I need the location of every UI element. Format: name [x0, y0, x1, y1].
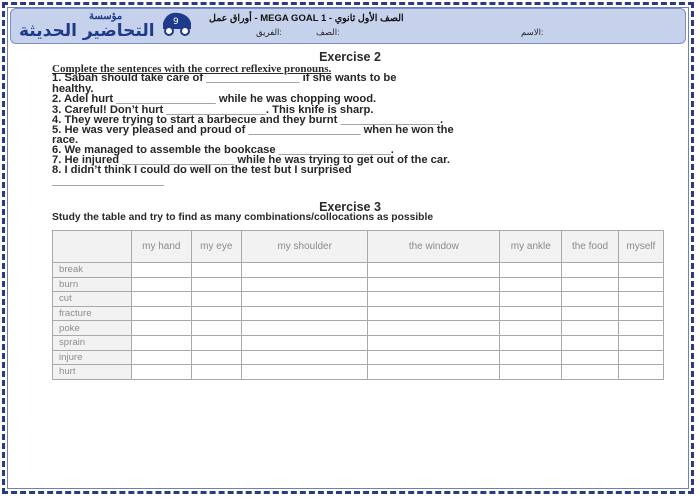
answer-cell[interactable] — [562, 365, 618, 380]
svg-text:9: 9 — [173, 17, 179, 27]
answer-cell[interactable] — [368, 306, 500, 321]
table-row — [53, 263, 664, 278]
answer-cell[interactable] — [500, 306, 562, 321]
exercise2-line: 3. Careful! Don’t hurt ________________. This knife is sharp. — [52, 104, 374, 116]
collocation-table — [52, 230, 664, 380]
answer-cell[interactable] — [191, 292, 241, 307]
row-label: fracture — [53, 306, 132, 321]
table-row — [53, 292, 664, 307]
column-header: myself — [618, 231, 663, 263]
answer-cell[interactable] — [368, 350, 500, 365]
answer-cell[interactable] — [562, 335, 618, 350]
answer-cell[interactable] — [618, 292, 663, 307]
logo-truck-icon — [159, 9, 195, 39]
table-row — [53, 321, 664, 336]
answer-cell[interactable] — [618, 306, 663, 321]
column-header: my ankle — [500, 231, 562, 263]
answer-cell[interactable] — [368, 292, 500, 307]
answer-cell[interactable] — [132, 277, 192, 292]
answer-cell[interactable] — [618, 263, 663, 278]
exercise2-line: __________________ — [52, 175, 164, 187]
column-header: my eye — [191, 231, 241, 263]
answer-cell[interactable] — [241, 277, 367, 292]
answer-cell[interactable] — [500, 365, 562, 380]
exercise2-line: 2. Adel hurt ________________ while he was chopping wood. — [52, 93, 377, 105]
answer-cell[interactable] — [562, 263, 618, 278]
exercise2-line: race. — [52, 134, 79, 146]
answer-cell[interactable] — [368, 365, 500, 380]
answer-cell[interactable] — [562, 277, 618, 292]
exercise2-line: 5. He was very pleased and proud of __________________ when he won the — [52, 124, 454, 136]
exercise2-line: 1. Sabah should take care of _______________ if she wants to be — [52, 72, 397, 84]
answer-cell[interactable] — [241, 335, 367, 350]
table-corner-cell — [53, 231, 132, 263]
answer-cell[interactable] — [618, 365, 663, 380]
answer-cell[interactable] — [562, 321, 618, 336]
table-header-row — [53, 231, 664, 263]
answer-cell[interactable] — [618, 277, 663, 292]
answer-cell[interactable] — [562, 350, 618, 365]
answer-cell[interactable] — [368, 321, 500, 336]
row-label: sprain — [53, 335, 132, 350]
answer-cell[interactable] — [368, 335, 500, 350]
answer-cell[interactable] — [132, 321, 192, 336]
column-header: my shoulder — [241, 231, 367, 263]
row-label: cut — [53, 292, 132, 307]
exercise2-line: 7. He injured __________________ while he was trying to get out of the car. — [52, 154, 450, 166]
column-header: the window — [368, 231, 500, 263]
publisher-logo — [19, 11, 195, 41]
answer-cell[interactable] — [562, 306, 618, 321]
answer-cell[interactable] — [500, 292, 562, 307]
exercise2-instruction: Complete the sentences with the correct reflexive pronouns. — [52, 63, 332, 75]
table-row — [53, 365, 664, 380]
answer-cell[interactable] — [562, 292, 618, 307]
answer-cell[interactable] — [241, 263, 367, 278]
exercise2-title: Exercise 2 — [319, 50, 381, 64]
logo-main-text: التحاضير الحديثة — [19, 21, 155, 41]
exercise2-line: 4. They were trying to start a barbecue and they burnt ________________. — [52, 114, 444, 126]
answer-cell[interactable] — [191, 350, 241, 365]
section-label: الفريق: — [256, 27, 282, 37]
row-label: hurt — [53, 365, 132, 380]
name-label: الاسم: — [521, 27, 544, 37]
answer-cell[interactable] — [132, 292, 192, 307]
exercise2-line: 6. We managed to assemble the bookcase __________________. — [52, 144, 394, 156]
exercise3-title: Exercise 3 — [319, 200, 381, 214]
answer-cell[interactable] — [191, 335, 241, 350]
class-label: الصف: — [316, 27, 340, 37]
answer-cell[interactable] — [241, 321, 367, 336]
answer-cell[interactable] — [500, 277, 562, 292]
answer-cell[interactable] — [191, 263, 241, 278]
answer-cell[interactable] — [500, 321, 562, 336]
exercise3-instruction: Study the table and try to find as many combinations/collocations as possible — [52, 212, 434, 223]
logo-top-text: مؤسسة — [89, 11, 123, 22]
worksheet-title: أوراق عمل - MEGA GOAL 1 - الصف الأول ثانوي — [209, 13, 404, 24]
answer-cell[interactable] — [368, 263, 500, 278]
answer-cell[interactable] — [191, 277, 241, 292]
answer-cell[interactable] — [618, 321, 663, 336]
answer-cell[interactable] — [618, 350, 663, 365]
answer-cell[interactable] — [132, 350, 192, 365]
exercise2-line: 8. I didn’t think I could do well on the test but I surprised — [52, 164, 352, 176]
answer-cell[interactable] — [368, 277, 500, 292]
row-label: burn — [53, 277, 132, 292]
answer-cell[interactable] — [618, 335, 663, 350]
answer-cell[interactable] — [132, 306, 192, 321]
answer-cell[interactable] — [132, 335, 192, 350]
answer-cell[interactable] — [241, 306, 367, 321]
answer-cell[interactable] — [241, 365, 367, 380]
answer-cell[interactable] — [500, 335, 562, 350]
column-header: the food — [562, 231, 618, 263]
answer-cell[interactable] — [132, 263, 192, 278]
row-label: injure — [53, 350, 132, 365]
answer-cell[interactable] — [191, 306, 241, 321]
exercise2-line: healthy. — [52, 83, 94, 95]
row-label: poke — [53, 321, 132, 336]
answer-cell[interactable] — [241, 292, 367, 307]
table-row — [53, 350, 664, 365]
table-row — [53, 277, 664, 292]
answer-cell[interactable] — [191, 365, 241, 380]
answer-cell[interactable] — [241, 350, 367, 365]
answer-cell[interactable] — [191, 321, 241, 336]
worksheet-header — [10, 8, 686, 44]
answer-cell[interactable] — [500, 263, 562, 278]
table-row — [53, 335, 664, 350]
answer-cell[interactable] — [500, 350, 562, 365]
row-label: break — [53, 263, 132, 278]
answer-cell[interactable] — [132, 365, 192, 380]
table-row — [53, 306, 664, 321]
column-header: my hand — [132, 231, 192, 263]
